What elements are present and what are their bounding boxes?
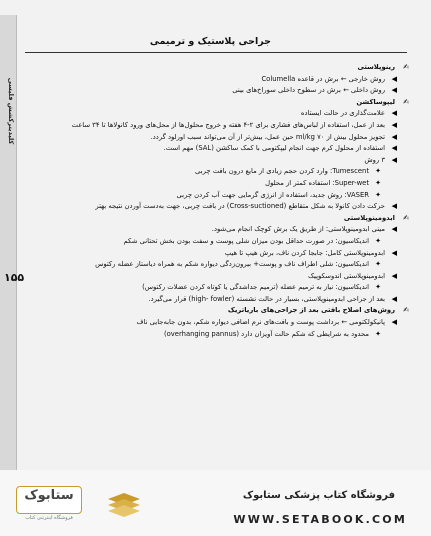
- line-text: بعد از عمل، استفاده از لباس‌های فشاری برای ۲-۴ هفته و خروج محلول‌ها از محل‌های ورود کانولاها تا ۳۴ ساعت: [71, 120, 385, 129]
- arrow-icon: ◀: [391, 132, 397, 141]
- line-text: Super-wet: استفاده کمتر از محلول: [265, 178, 369, 187]
- line-text: VASER: روش جدید، استفاده از انرژی گرمایی جهت آب کردن چربی: [176, 190, 369, 199]
- arrow-icon: ◀: [391, 155, 397, 164]
- arrow-icon: ◀: [391, 202, 397, 211]
- text-line: [28, 329, 409, 341]
- line-text: اندیکاسیون: نیاز به ترمیم عضله (ترمیم جداشدگی یا کوتاه کردن عضلات رکتوس): [142, 283, 369, 292]
- line-text: اندیکاسیون: شلی اطراف ناف و پوست+ بیرون‌زدگی دیواره شکم به همراه دیاستاز عضله رکتوس: [95, 260, 369, 269]
- line-text: تجویز محلول بیش از ۷۰ ml/kg حین عمل، بیش‌تر از آن می‌تواند سبب اورلود گردد.: [150, 132, 385, 141]
- side-strip: [0, 15, 25, 483]
- arrow-icon: ◀: [391, 318, 397, 327]
- text-line: [28, 155, 409, 167]
- arrow-icon: ◀: [391, 144, 397, 153]
- pen-icon: ✍: [403, 97, 409, 106]
- page-number: ۱۵۵: [4, 271, 25, 284]
- line-text: محدود به شرایطی که شکم حالت آویزان دارد (overhanging pannus): [163, 329, 369, 338]
- line-text: ابدومینوپلاستی کامل: جابجا کردن ناف، برش هیپ تا هیپ: [224, 248, 385, 257]
- text-line: [28, 282, 409, 294]
- line-text: لیپوساکشن: [356, 97, 395, 106]
- side-label: کلیدیترکشش فلیسی: [7, 77, 15, 145]
- arrow-icon: ◀: [391, 294, 397, 303]
- star-icon: ✦: [375, 167, 381, 176]
- star-icon: ✦: [375, 283, 381, 292]
- pen-icon: ✍: [403, 306, 409, 315]
- text-line: [28, 97, 409, 109]
- logo-text: ستابوک: [24, 488, 74, 503]
- text-line: [28, 201, 409, 213]
- line-text: ۳ روش: [364, 155, 385, 164]
- text-line: [28, 178, 409, 190]
- text-line: [28, 224, 409, 236]
- line-text: ابدومینوپلاستی اندوسکوپیک: [307, 271, 385, 280]
- star-icon: ✦: [375, 260, 381, 269]
- text-line: [28, 294, 409, 306]
- text-line: [28, 166, 409, 178]
- header-divider: [25, 52, 407, 53]
- star-icon: ✦: [375, 236, 381, 245]
- text-line: [28, 213, 409, 225]
- star-icon: ✦: [375, 190, 381, 199]
- arrow-icon: ◀: [391, 120, 397, 129]
- text-line: [28, 259, 409, 271]
- arrow-icon: ◀: [391, 248, 397, 257]
- text-line: [28, 132, 409, 144]
- pen-icon: ✍: [403, 63, 409, 71]
- text-line: [28, 317, 409, 329]
- store-url[interactable]: WWW.SETABOOK.COM: [233, 513, 407, 526]
- arrow-icon: ◀: [391, 109, 397, 118]
- text-line: [28, 62, 409, 74]
- text-line: [28, 85, 409, 97]
- page-title: جراحی پلاستیک و ترمیمی: [149, 36, 271, 47]
- line-text: بعد از جراحی ابدومینوپلاستی، بسیار در حالت نشسته (high- fowler) قرار می‌گیرد.: [148, 294, 385, 303]
- arrow-icon: ◀: [391, 74, 397, 83]
- arrow-icon: ◀: [391, 86, 397, 95]
- text-line: [28, 236, 409, 248]
- star-icon: ✦: [375, 329, 381, 338]
- line-text: روش خارجی ← برش در قاعده Columella: [261, 74, 385, 83]
- text-line: [28, 248, 409, 260]
- text-line: [28, 190, 409, 202]
- star-icon: ✦: [375, 178, 381, 187]
- line-text: ابدومینوپلاستی: [343, 213, 395, 222]
- line-text: حرکت دادن کانولا به شکل متقاطع (Cross-suctioned) در بافت چربی، جهت به‌دست آوردن نتیجه بهتر: [95, 202, 385, 211]
- page-content: [28, 62, 409, 458]
- text-line: [28, 120, 409, 132]
- book-logo-icon: [106, 491, 142, 517]
- arrow-icon: ◀: [391, 271, 397, 280]
- logo-subtitle: فروشگاه اینترنتی کتاب: [25, 515, 73, 521]
- line-text: Tumescent: وارد کردن حجم زیادی از مایع درون بافت چربی: [195, 167, 369, 176]
- line-text: علامت‌گذاری در حالت ایستاده: [300, 109, 385, 118]
- pen-icon: ✍: [403, 213, 409, 222]
- store-name: فروشگاه کتاب پزشکی ستابوک: [242, 490, 395, 501]
- text-line: [28, 108, 409, 120]
- line-text: رینوپلاستی: [357, 63, 395, 71]
- line-text: اندیکاسیون: در صورت حداقل بودن میزان شلی پوست و سفت بودن بخش تحتانی شکم: [123, 236, 369, 245]
- text-line: [28, 143, 409, 155]
- text-line: [28, 271, 409, 283]
- line-text: روش داخلی ← برش در سطوح داخلی سوراخ‌های بینی: [232, 86, 385, 95]
- text-line: [28, 305, 409, 317]
- arrow-icon: ◀: [391, 225, 397, 234]
- line-text: مینی ابدومینوپلاستی: از طریق یک برش کوچک انجام می‌شود.: [211, 225, 385, 234]
- text-line: [28, 74, 409, 86]
- line-text: پانیکولکتومی ← برداشت پوست و بافت‌های نرم اضافی دیواره شکم، بدون جابه‌جایی ناف: [136, 318, 385, 327]
- line-text: روش‌های اصلاح بافتی بعد از جراحی‌های باریاتریک: [227, 306, 395, 315]
- line-text: استفاده از محلول کرم جهت انجام لیپکتومی با کمک ساکشن (SAL) مهم است.: [163, 144, 385, 153]
